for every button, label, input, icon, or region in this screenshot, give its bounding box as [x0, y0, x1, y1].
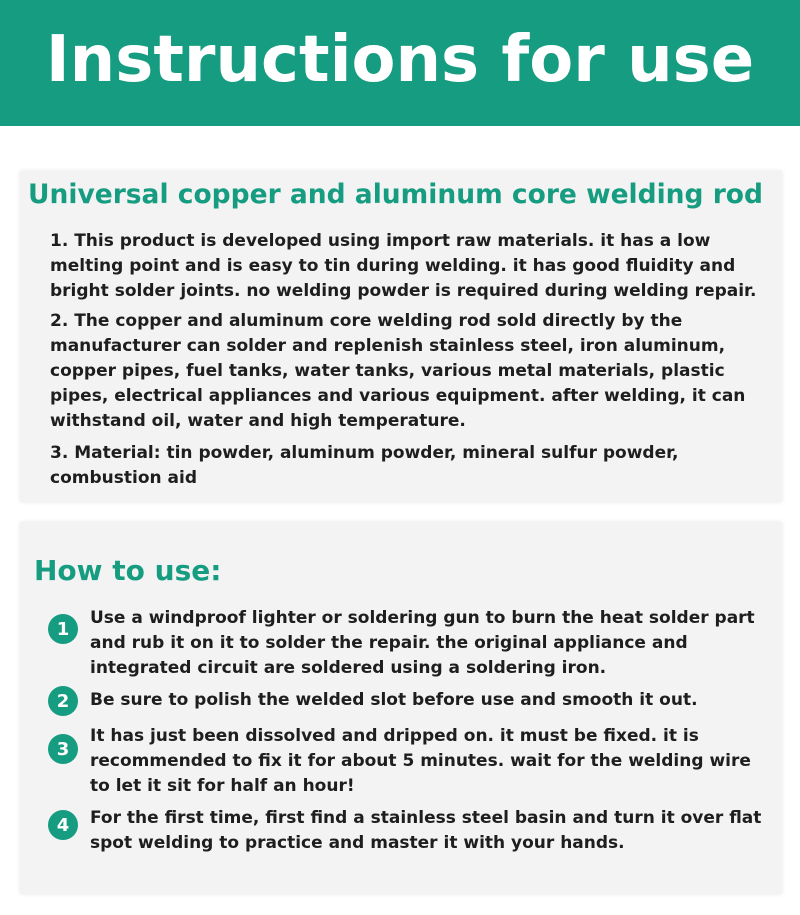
- product-info-panel: [20, 171, 782, 502]
- step-3-text: It has just been dissolved and dripped on. it must be fixed. it is recommended to fix it for about 5 minutes. wait for the welding wire to let it sit for half an hour!: [90, 726, 751, 796]
- product-title: Universal copper and aluminum core welding rod: [28, 179, 763, 210]
- step-1-text: Use a windproof lighter or soldering gun to burn the heat solder part and rub it on it to solder the repair. the original appliance and integrated circuit are soldered using a soldering iron.: [90, 608, 755, 678]
- step-number-1-icon: 1: [48, 614, 78, 644]
- step-number-3-icon: 3: [48, 734, 78, 764]
- how-to-use-title: How to use:: [34, 554, 222, 587]
- step-4-text: For the first time, first find a stainless steel basin and turn it over flat spot welding to practice and master it with your hands.: [90, 808, 762, 853]
- how-to-use-panel: [20, 522, 782, 894]
- step-number-4-icon: 4: [48, 810, 78, 840]
- step-2-text: Be sure to polish the welded slot before use and smooth it out.: [90, 690, 698, 710]
- product-paragraph-1: 1. This product is developed using import raw materials. it has a low melting point and is easy to tin during welding. it has good fluidity and bright solder joints. no welding powder is required during welding repair.: [50, 231, 757, 301]
- step-number-2-icon: 2: [48, 686, 78, 716]
- header-banner: [0, 0, 800, 126]
- product-paragraph-2: 2. The copper and aluminum core welding rod sold directly by the manufacturer can solder and replenish stainless steel, iron aluminum, copper pipes, fuel tanks, water tanks, various metal materials, plastic pipes, electrical appliances and various equipment. after welding, it can withstand oil, water and high temperature.: [50, 311, 746, 431]
- product-paragraph-3: 3. Material: tin powder, aluminum powder, mineral sulfur powder, combustion aid: [50, 443, 679, 488]
- page-title: Instructions for use: [45, 23, 755, 97]
